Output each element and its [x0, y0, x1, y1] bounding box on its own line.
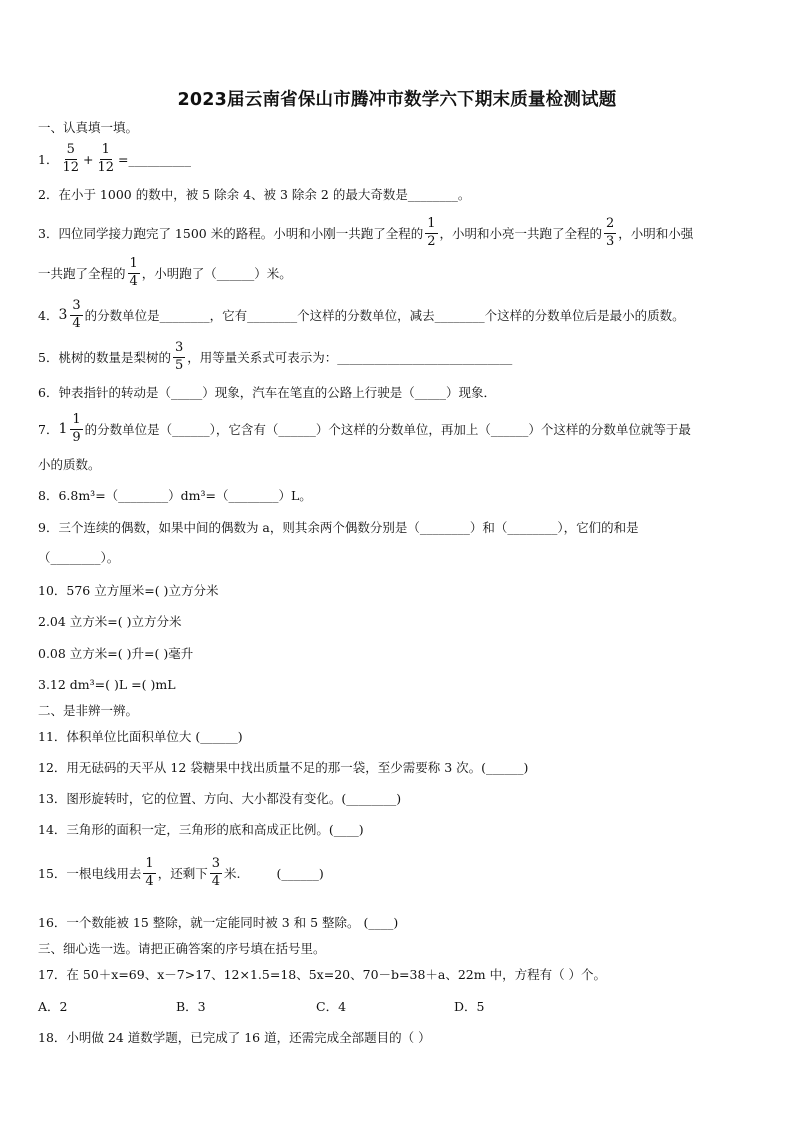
question-3-line-2: 一共跑了全程的 $\frac{1}{4}$ ，小明跑了（______）米。: [38, 256, 292, 289]
question-17: 17．在 50＋x=69、x－7>17、12×1.5=18、5x=20、70－b=38＋a、22m 中，方程有（ ）个。: [38, 967, 607, 982]
q1-fraction-1: $\frac{5}{12}$: [62, 142, 79, 175]
q1-plus: +: [83, 151, 94, 167]
q3-fraction-1: $\frac{1}{2}$: [427, 216, 436, 249]
question-9-line-2: （________）。: [38, 550, 120, 565]
q7-mixed-number: 1 $\frac{1}{9}$: [58, 412, 81, 445]
page-title: 2023届云南省保山市腾冲市数学六下期末质量检测试题: [177, 90, 617, 110]
q1-answer-blank: =__________: [118, 151, 192, 167]
question-11: 11．体积单位比面积单位大 (______): [38, 729, 243, 744]
question-4: 4． 3 $\frac{3}{4}$ 的分数单位是________，它有________个这样的分数单位，减去________个这样的分数单位后是最小的质数。: [38, 298, 685, 331]
section-heading-2: 二、是非辨一辨。: [38, 703, 139, 718]
question-9-line-1: 9．三个连续的偶数，如果中间的偶数为 a，则其余两个偶数分别是（________）和（________），它们的和是: [38, 520, 639, 535]
question-2: 2．在小于 1000 的数中，被 5 除余 4、被 3 除余 2 的最大奇数是________。: [38, 187, 471, 202]
q4-mixed-number: 3 $\frac{3}{4}$: [58, 298, 81, 331]
question-7-line-2: 小的质数。: [38, 457, 101, 472]
q15-fraction-2: $\frac{3}{4}$: [211, 856, 220, 889]
option-b[interactable]: B．3: [176, 999, 206, 1014]
question-10-line-1: 10．576 立方厘米=( )立方分米: [38, 583, 219, 598]
question-12: 12．用无砝码的天平从 12 袋糖果中找出质量不足的那一袋，至少需要称 3 次。(______): [38, 760, 529, 775]
option-c[interactable]: C．4: [316, 999, 347, 1014]
question-14: 14．三角形的面积一定，三角形的底和高成正比例。(____): [38, 822, 364, 837]
q3-fraction-3: $\frac{1}{4}$: [129, 256, 138, 289]
question-10-line-2: 2.04 立方米=( )立方分米: [38, 614, 182, 629]
question-17-options: [38, 999, 760, 1014]
question-1: [38, 141, 760, 177]
question-7-line-1: 7． 1 $\frac{1}{9}$ 的分数单位是（______），它含有（______）个这样的分数单位，再加上（______）个这样的分数单位就等于最: [38, 412, 691, 445]
option-d[interactable]: D．5: [454, 999, 485, 1014]
q5-fraction: $\frac{3}{5}$: [174, 340, 184, 373]
question-8: 8．6.8m³=（________）dm³=（________）L。: [38, 488, 312, 503]
question-15: 15．一根电线用去 $\frac{1}{4}$ ，还剩下 $\frac{3}{4}$ 米. (______): [38, 856, 324, 889]
option-a[interactable]: A．2: [38, 999, 68, 1014]
question-10-line-3: 0.08 立方米=( )升=( )毫升: [38, 646, 194, 661]
question-16: 16．一个数能被 15 整除，就一定能同时被 3 和 5 整除。 (____): [38, 915, 399, 930]
q1-fraction-2: $\frac{1}{12}$: [97, 142, 115, 175]
section-heading-3: 三、细心选一选。请把正确答案的序号填在括号里。: [38, 941, 326, 956]
question-18: 18．小明做 24 道数学题，已完成了 16 道，还需完成全部题目的（ ）: [38, 1030, 431, 1045]
q15-fraction-1: $\frac{1}{4}$: [145, 856, 154, 889]
question-13: 13．图形旋转时，它的位置、方向、大小都没有变化。(________): [38, 791, 402, 806]
question-5: 5．桃树的数量是梨树的 $\frac{3}{5}$ ，用等量关系式可表示为：____________________________: [38, 340, 513, 373]
question-10-line-4: 3.12 dm³=( )L =( )mL: [38, 677, 176, 692]
q3-fraction-2: $\frac{2}{3}$: [606, 216, 615, 249]
section-heading-1: 一、认真填一填。: [38, 120, 139, 135]
question-6: 6．钟表指针的转动是（_____）现象，汽车在笔直的公路上行驶是（_____）现象．: [38, 385, 496, 400]
q1-number: 1．: [38, 151, 59, 167]
question-3-line-1: 3．四位同学接力跑完了 1500 米的路程。小明和小刚一共跑了全程的 $\frac{1}{2}$ ，小明和小亮一共跑了全程的 $\frac{2}{3}$ ，小明和小强: [38, 216, 694, 249]
